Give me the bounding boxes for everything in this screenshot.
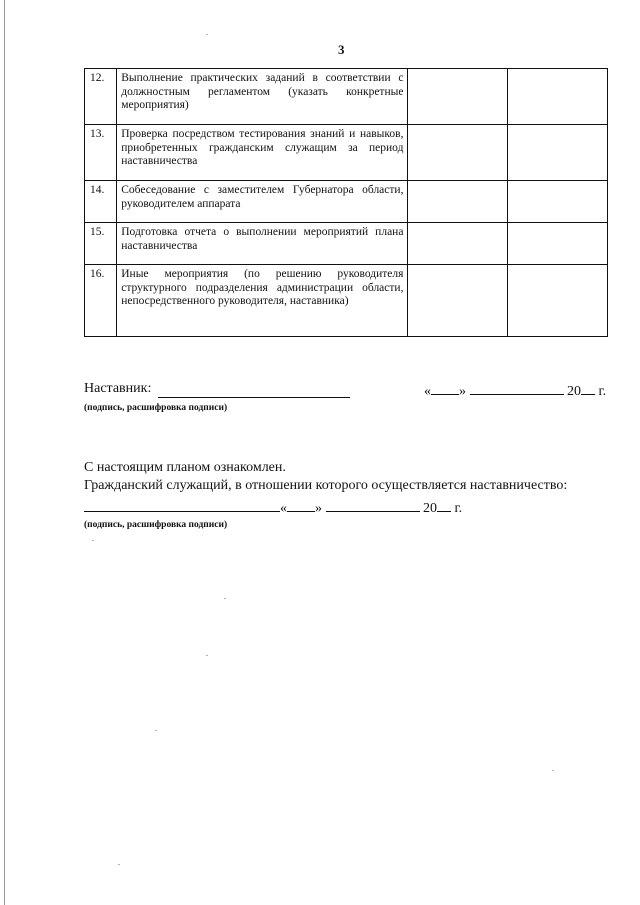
day-blank <box>431 381 459 395</box>
row-mark-cell <box>508 125 608 181</box>
year-prefix: 20 <box>567 384 581 399</box>
scan-speck <box>92 540 94 541</box>
year-prefix: 20 <box>423 501 437 516</box>
mentor-date <box>424 381 606 400</box>
row-deadline-cell <box>408 265 508 337</box>
scan-speck <box>224 598 226 599</box>
row-number: 14. <box>85 181 117 223</box>
year-suffix: г. <box>454 501 463 516</box>
employee-caption: (подпись, расшифровка подписи) <box>84 520 228 530</box>
table-row <box>85 181 608 223</box>
table-row <box>85 125 608 181</box>
year-blank <box>581 381 595 395</box>
row-number: 12. <box>85 69 117 125</box>
row-number: 13. <box>85 125 117 181</box>
row-number: 15. <box>85 223 117 265</box>
mentor-label: Наставник: <box>84 381 152 396</box>
month-blank <box>326 498 420 512</box>
quote-close: » <box>459 384 466 399</box>
year-blank <box>437 498 451 512</box>
scan-edge-line <box>4 0 5 905</box>
row-activity: Иные мероприятия (по решению руководителя структурного подразделения администрации области, непосредственного руководителя, наставника) <box>117 265 408 337</box>
employee-signature-blank <box>84 498 280 512</box>
table-row <box>85 69 608 125</box>
quote-open: « <box>424 384 431 399</box>
scan-speck <box>118 864 120 865</box>
row-deadline-cell <box>408 125 508 181</box>
acknowledgement-title: С настоящим планом ознакомлен. <box>84 460 286 475</box>
row-mark-cell <box>508 69 608 125</box>
mentor-signature-blank <box>158 384 350 398</box>
table-row <box>85 223 608 265</box>
row-deadline-cell <box>408 181 508 223</box>
page-number: 3 <box>338 42 345 57</box>
quote-open: « <box>280 501 287 516</box>
quote-close: » <box>315 501 322 516</box>
row-deadline-cell <box>408 69 508 125</box>
mentor-caption: (подпись, расшифровка подписи) <box>84 403 228 413</box>
mentoring-plan-table <box>84 68 608 337</box>
scan-speck <box>552 770 554 771</box>
scan-speck <box>206 34 208 35</box>
scan-speck <box>206 655 208 656</box>
row-mark-cell <box>508 181 608 223</box>
mentor-signature-line <box>84 381 614 401</box>
year-suffix: г. <box>598 384 607 399</box>
row-mark-cell <box>508 223 608 265</box>
acknowledgement-subtitle: Гражданский служащий, в отношении которого осуществляется наставничество: <box>84 478 568 493</box>
month-blank <box>470 381 564 395</box>
row-activity: Выполнение практических заданий в соответствии с должностным регламентом (указать конкретные мероприятия) <box>117 69 408 125</box>
scan-speck <box>155 730 157 731</box>
row-number: 16. <box>85 265 117 337</box>
row-mark-cell <box>508 265 608 337</box>
row-activity: Проверка посредством тестирования знаний и навыков, приобретенных гражданским служащим за период наставничества <box>117 125 408 181</box>
row-activity: Подготовка отчета о выполнении мероприятий плана наставничества <box>117 223 408 265</box>
table-row <box>85 265 608 337</box>
employee-signature-line <box>84 498 462 517</box>
row-deadline-cell <box>408 223 508 265</box>
day-blank <box>287 498 315 512</box>
row-activity: Собеседование с заместителем Губернатора области, руководителем аппарата <box>117 181 408 223</box>
